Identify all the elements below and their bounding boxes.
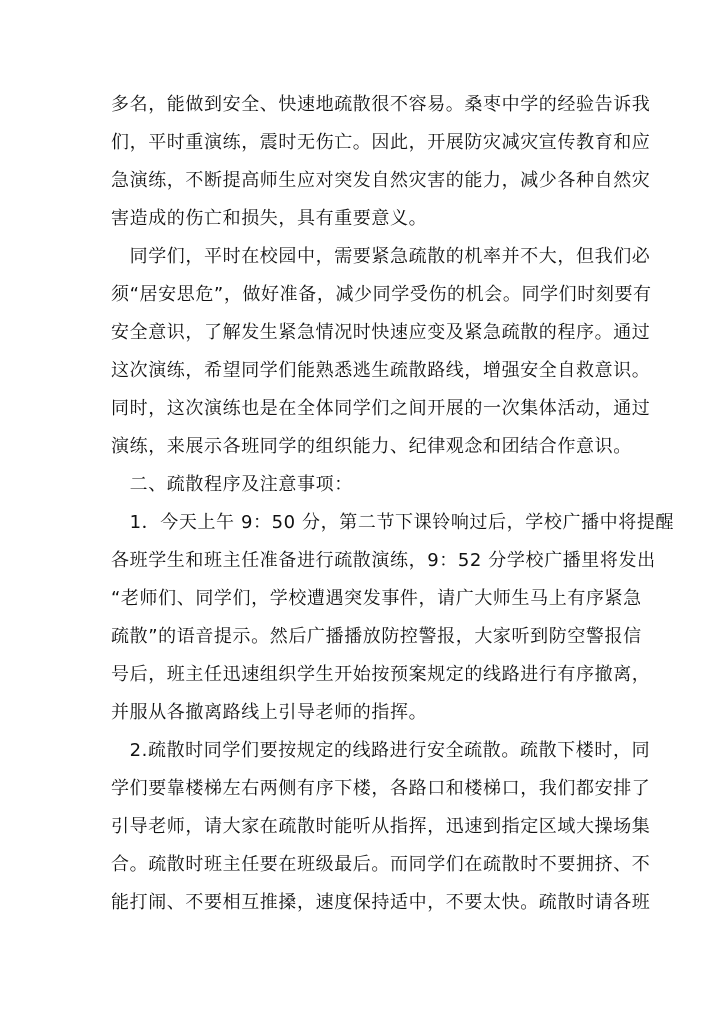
text-line: 们，平时重演练，震时无伤亡。因此，开展防灾减灾宣传教育和应 (111, 132, 651, 153)
text-line: 这次演练，希望同学们能熟悉逃生疏散路线，增强安全自救意识。 (111, 360, 651, 381)
section-heading: 二、疏散程序及注意事项： (111, 474, 353, 495)
text-line: 疏散”的语音提示。然后广播播放防控警报，大家听到防空警报信 (111, 626, 642, 647)
text-line: 演练，来展示各班同学的组织能力、纪律观念和团结合作意识。 (111, 436, 632, 457)
text-line: 1．今天上午 9：50 分，第二节下课铃响过后，学校广播中将提醒 (111, 512, 675, 533)
text-line: 2.疏散时同学们要按规定的线路进行安全疏散。疏散下楼时，同 (111, 740, 651, 761)
text-line: 能打闹、不要相互推搡，速度保持适中，不要太快。疏散时请各班 (111, 892, 651, 913)
text-line: 号后，班主任迅速组织学生开始按预案规定的线路进行有序撤离， (111, 664, 651, 685)
text-line: 须“居安思危”，做好准备，减少同学受伤的机会。同学们时刻要有 (111, 284, 652, 305)
text-line: 同时，这次演练也是在全体同学们之间开展的一次集体活动，通过 (111, 398, 651, 419)
text-line: 并服从各撤离路线上引导老师的指挥。 (111, 702, 428, 723)
document-body (111, 86, 675, 922)
text-line: 同学们，平时在校园中，需要紧急疏散的机率并不大，但我们必 (111, 246, 651, 267)
text-line: 合。疏散时班主任要在班级最后。而同学们在疏散时不要拥挤、不 (111, 854, 651, 875)
text-line: 引导老师，请大家在疏散时能听从指挥，迅速到指定区域大操场集 (111, 816, 651, 837)
text-line: 害造成的伤亡和损失，具有重要意义。 (111, 208, 428, 229)
text-line: 学们要靠楼梯左右两侧有序下楼，各路口和楼梯口，我们都安排了 (111, 778, 651, 799)
text-line: 急演练，不断提高师生应对突发自然灾害的能力，减少各种自然灾 (111, 170, 651, 191)
text-line: 各班学生和班主任准备进行疏散演练，9：52 分学校广播里将发出 (111, 550, 656, 571)
text-line: 安全意识，了解发生紧急情况时快速应变及紧急疏散的程序。通过 (111, 322, 651, 343)
text-line: “老师们、同学们，学校遭遇突发事件，请广大师生马上有序紧急 (111, 588, 642, 609)
text-line: 多名，能做到安全、快速地疏散很不容易。桑枣中学的经验告诉我 (111, 94, 651, 115)
